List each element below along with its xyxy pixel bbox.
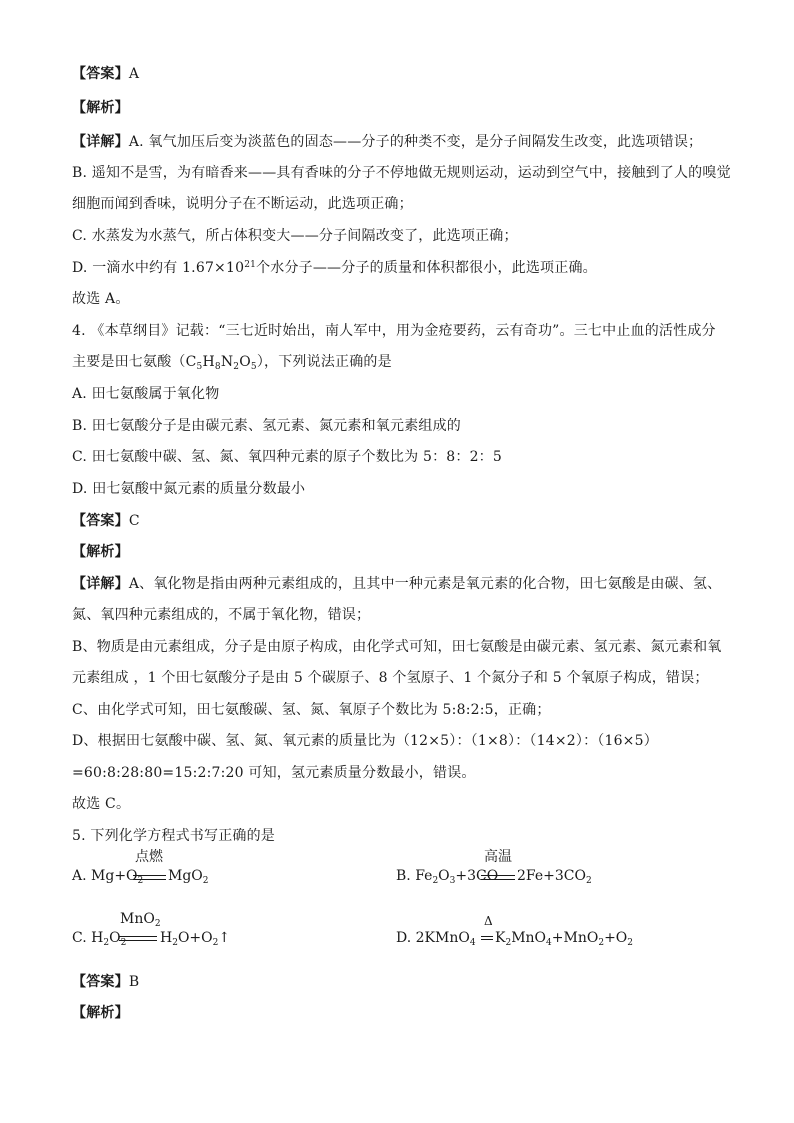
q4-detail-line-1: 【详解】A、氧化物是指由两种元素组成的，且其中一种元素是氧元素的化合物，田七氨酸是由碳、氢、 bbox=[72, 576, 722, 592]
q4-option-c: C. 田七氨酸中碳、氢、氮、氧四种元素的原子个数比为 5：8：2：5 bbox=[72, 449, 502, 465]
equals-sign-double-line bbox=[481, 875, 515, 880]
q4-detail-line-6: D、根据田七氨酸中碳、氢、氮、氧元素的质量比为（12×5）：（1×8）：（14×2）：（16×5） bbox=[72, 733, 658, 749]
equals-sign-double-line bbox=[133, 875, 166, 880]
equals-sign-line bbox=[481, 939, 493, 940]
answer-tag: 【答案】 bbox=[72, 974, 129, 990]
equation-a-lhs: A. $Mg+O_2$ bbox=[72, 868, 144, 886]
q3-analysis-tag: 【解析】 bbox=[72, 100, 129, 116]
answer-tag: 【答案】 bbox=[72, 66, 129, 82]
answer-tag: 【答案】 bbox=[72, 513, 129, 529]
q4-option-d: D. 田七氨酸中氮元素的质量分数最小 bbox=[72, 481, 306, 497]
q3-answer bbox=[72, 64, 139, 84]
q3-detail-line-c: C. 水蒸发为水蒸气，所占体积变大——分子间隔改变了，此选项正确； bbox=[72, 228, 518, 244]
answer-value: B bbox=[128, 974, 140, 990]
answer-value: A bbox=[128, 66, 140, 82]
equation-c-lhs: C. $H_2O_2$ bbox=[72, 930, 127, 948]
q4-detail-line-5: C、由化学式可知，田七氨酸碳、氢、氮、氧原子个数比为 5:8:2:5，正确； bbox=[72, 702, 551, 718]
q4-stem-line1: 4. 《本草纲目》记载：“三七近时始出，南人军中，用为金疮要药，云有奇功”。三七中止血的活性成分 bbox=[72, 323, 716, 339]
detail-text: A. 氧气加压后变为淡蓝色的固态——分子的种类不变，是分子间隔发生改变，此选项错误； bbox=[128, 134, 703, 150]
equation-b-rhs: $2Fe+3CO_2$ bbox=[517, 868, 592, 886]
q4-option-a: A. 田七氨酸属于氧化物 bbox=[72, 386, 220, 402]
q4-answer bbox=[72, 511, 140, 531]
condition-high-temp: 高温 bbox=[484, 849, 512, 865]
equation-d-rhs: $K_2MnO_4+MnO_2+O_2$ bbox=[495, 930, 634, 948]
condition-catalyst: MnO$_2$ bbox=[120, 911, 161, 929]
q3-conclusion: 故选 A。 bbox=[72, 291, 130, 307]
q4-detail-line-4: 元素组成 ，1 个田七氨酸分子是由 5 个碳原子、8 个氢原子、1 个氮分子和 5 个氧原子构成，错误； bbox=[72, 670, 709, 686]
equation-d-lhs: D. 2KMnO$_4$ bbox=[396, 930, 476, 948]
q4-detail-line-3: B、物质是由元素组成，分子是由原子构成，由化学式可知，田七氨酸是由碳元素、氢元素、氮元素和氧 bbox=[72, 639, 722, 655]
q5-answer bbox=[72, 972, 139, 992]
equals-sign-double-line bbox=[119, 936, 157, 941]
q3-detail-line-d: D. 一滴水中约有 $1.67\times 10^{21}$个水分子——分子的质量和体积都很小，此选项正确。 bbox=[72, 260, 597, 276]
equation-c-rhs: $H_2O+O_2↑$ bbox=[160, 930, 231, 948]
condition-ignite: 点燃 bbox=[135, 849, 163, 865]
q5-analysis-tag: 【解析】 bbox=[72, 1005, 129, 1021]
q3-detail-line-a bbox=[72, 132, 702, 152]
q4-conclusion: 故选 C。 bbox=[72, 796, 131, 812]
q4-stem-line2: 主要是田七氨酸$(C_5H_8N_2O_5)$，下列说法正确的是 bbox=[72, 354, 392, 372]
q4-detail-line-7: =60:8:28:80=15:2:7:20 可知，氢元素质量分数最小，错误。 bbox=[72, 765, 476, 781]
answer-value: C bbox=[128, 513, 140, 529]
q4-detail-line-2: 氮、氧四种元素组成的，不属于氧化物，错误； bbox=[72, 607, 371, 623]
q4-analysis-tag: 【解析】 bbox=[72, 544, 129, 560]
equation-b-lhs: B. $Fe_2O_3+3CO$ bbox=[396, 868, 499, 886]
equals-sign-line bbox=[481, 936, 493, 937]
detail-tag: 【详解】 bbox=[72, 576, 129, 592]
q3-detail-line-b: B. 遥知不是雪，为有暗香来——具有香味的分子不停地做无规则运动，运动到空气中，接触到了人的嗅觉 bbox=[72, 165, 731, 181]
gas-arrow: ↑ bbox=[218, 930, 231, 946]
equation-a-rhs: MgO$_2$ bbox=[168, 868, 209, 886]
q5-stem: 5. 下列化学方程式书写正确的是 bbox=[72, 828, 276, 844]
q3-detail-line-b2: 细胞而闻到香味，说明分子在不断运动，此选项正确； bbox=[72, 196, 413, 212]
detail-tag: 【详解】 bbox=[72, 134, 129, 150]
q4-option-b: B. 田七氨酸分子是由碳元素、氢元素、氮元素和氧元素组成的 bbox=[72, 418, 461, 434]
condition-heat: Δ bbox=[484, 914, 493, 928]
